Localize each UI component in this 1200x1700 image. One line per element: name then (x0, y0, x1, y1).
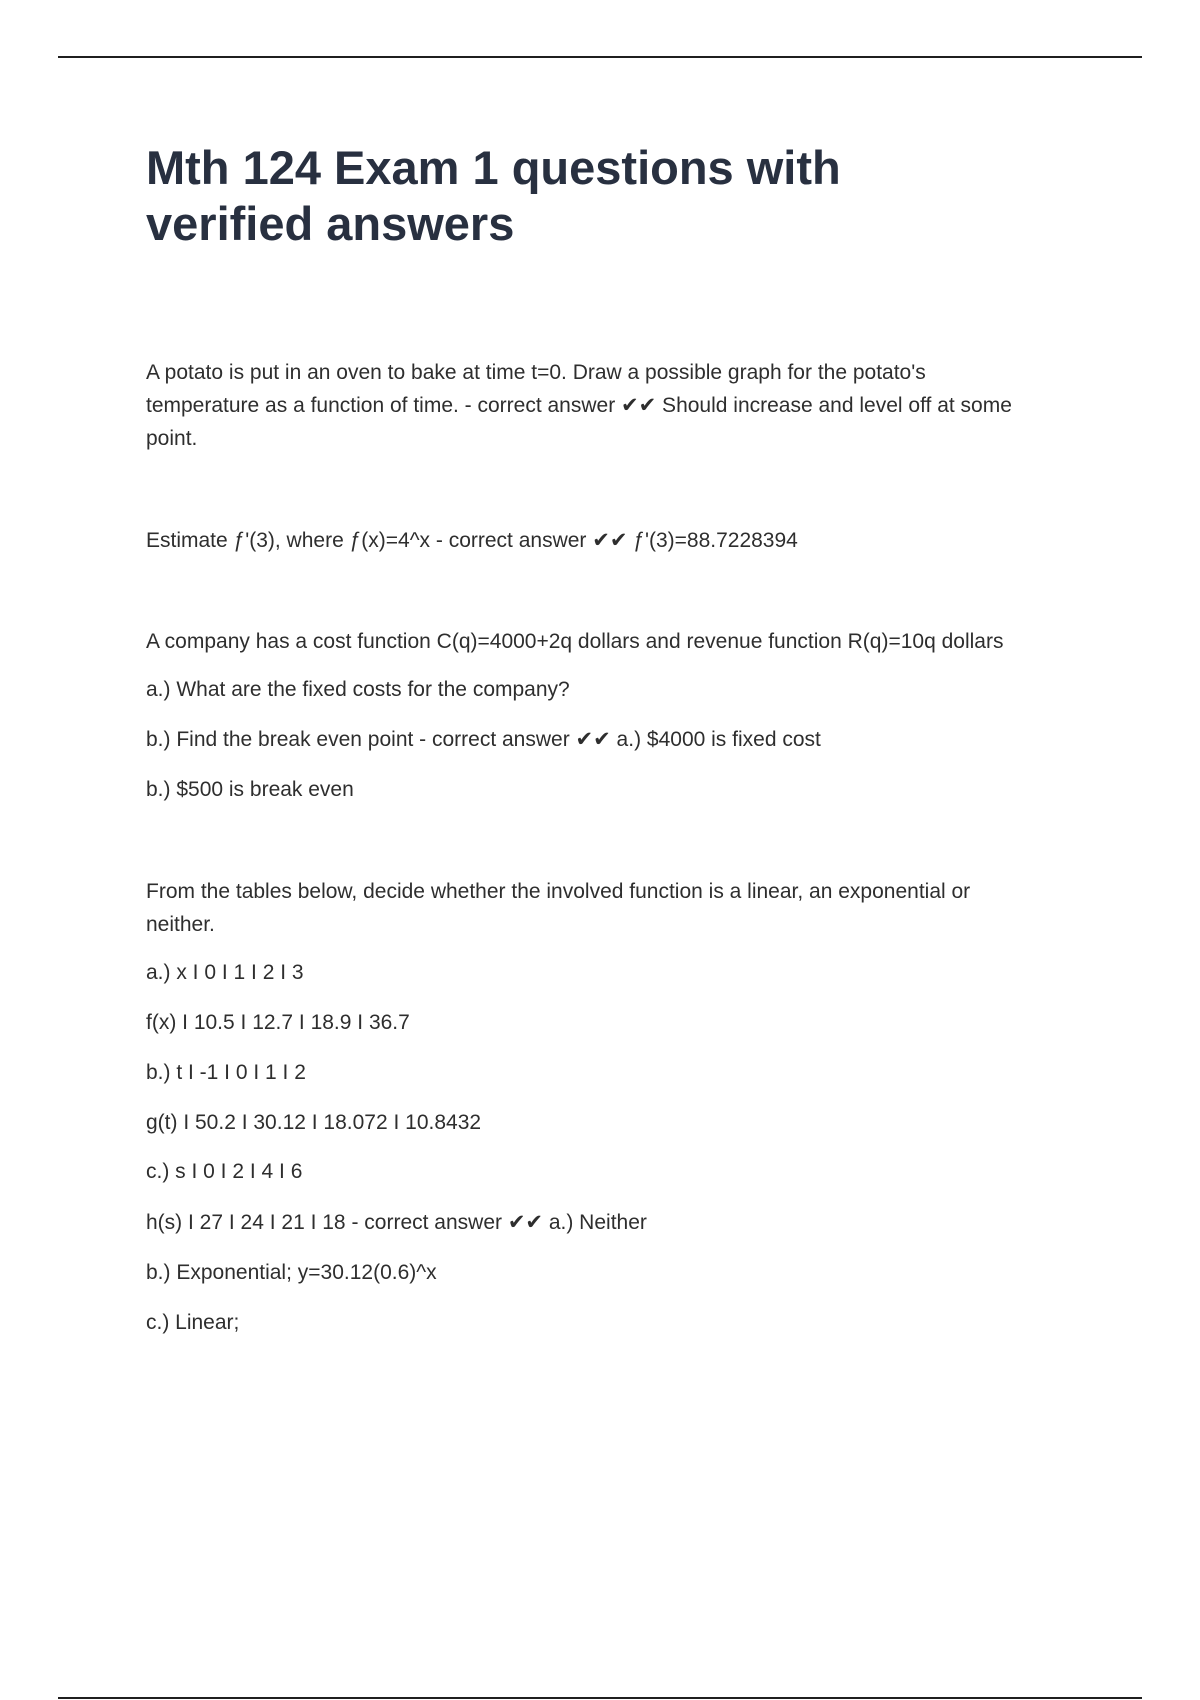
q2-line-1: Estimate ƒ'(3), where ƒ(x)=4^x - correct answer ✔✔ ƒ'(3)=88.7228394 (146, 529, 798, 552)
q4-line-4: g(t) I 50.2 I 30.12 I 18.072 I 10.8432 (146, 1111, 482, 1134)
q4-line-5: c.) s I 0 I 2 I 4 I 6 (146, 1160, 303, 1183)
q4-line-2: f(x) I 10.5 I 12.7 I 18.9 I 36.7 (146, 1011, 410, 1034)
q3-line-3: b.) Find the break even point - correct answer ✔✔ a.) $4000 is fixed cost (146, 728, 821, 751)
q4-line-7: b.) Exponential; y=30.12(0.6)^x (146, 1261, 437, 1284)
q1-line-2: temperature as a function of time. - correct answer ✔✔ Should increase and level off at some (146, 394, 1012, 417)
q1-line-1: A potato is put in an oven to bake at time t=0. Draw a possible graph for the potato's (146, 361, 926, 384)
q4-intro-line-1: From the tables below, decide whether the involved function is a linear, an exponential or (146, 880, 971, 903)
q4-intro-line-2: neither. (146, 913, 215, 936)
footer-rule (58, 1697, 1142, 1699)
q1-line-3: point. (146, 427, 198, 450)
title-line-2: verified answers (146, 197, 515, 250)
q3-line-4: b.) $500 is break even (146, 778, 354, 801)
title-line-1: Mth 124 Exam 1 questions with (146, 141, 841, 194)
q4-line-8: c.) Linear; (146, 1311, 240, 1334)
q4-line-6: h(s) I 27 I 24 I 21 I 18 - correct answer ✔✔ a.) Neither (146, 1211, 647, 1234)
page-title (146, 140, 1076, 252)
q4-line-3: b.) t I -1 I 0 I 1 I 2 (146, 1061, 306, 1084)
q4-line-1: a.) x I 0 I 1 I 2 I 3 (146, 961, 304, 984)
document-body (146, 140, 1076, 252)
header-rule (58, 56, 1142, 58)
q3-line-2: a.) What are the fixed costs for the company? (146, 678, 570, 701)
q3-line-1: A company has a cost function C(q)=4000+2q dollars and revenue function R(q)=10q dollars (146, 630, 1004, 653)
